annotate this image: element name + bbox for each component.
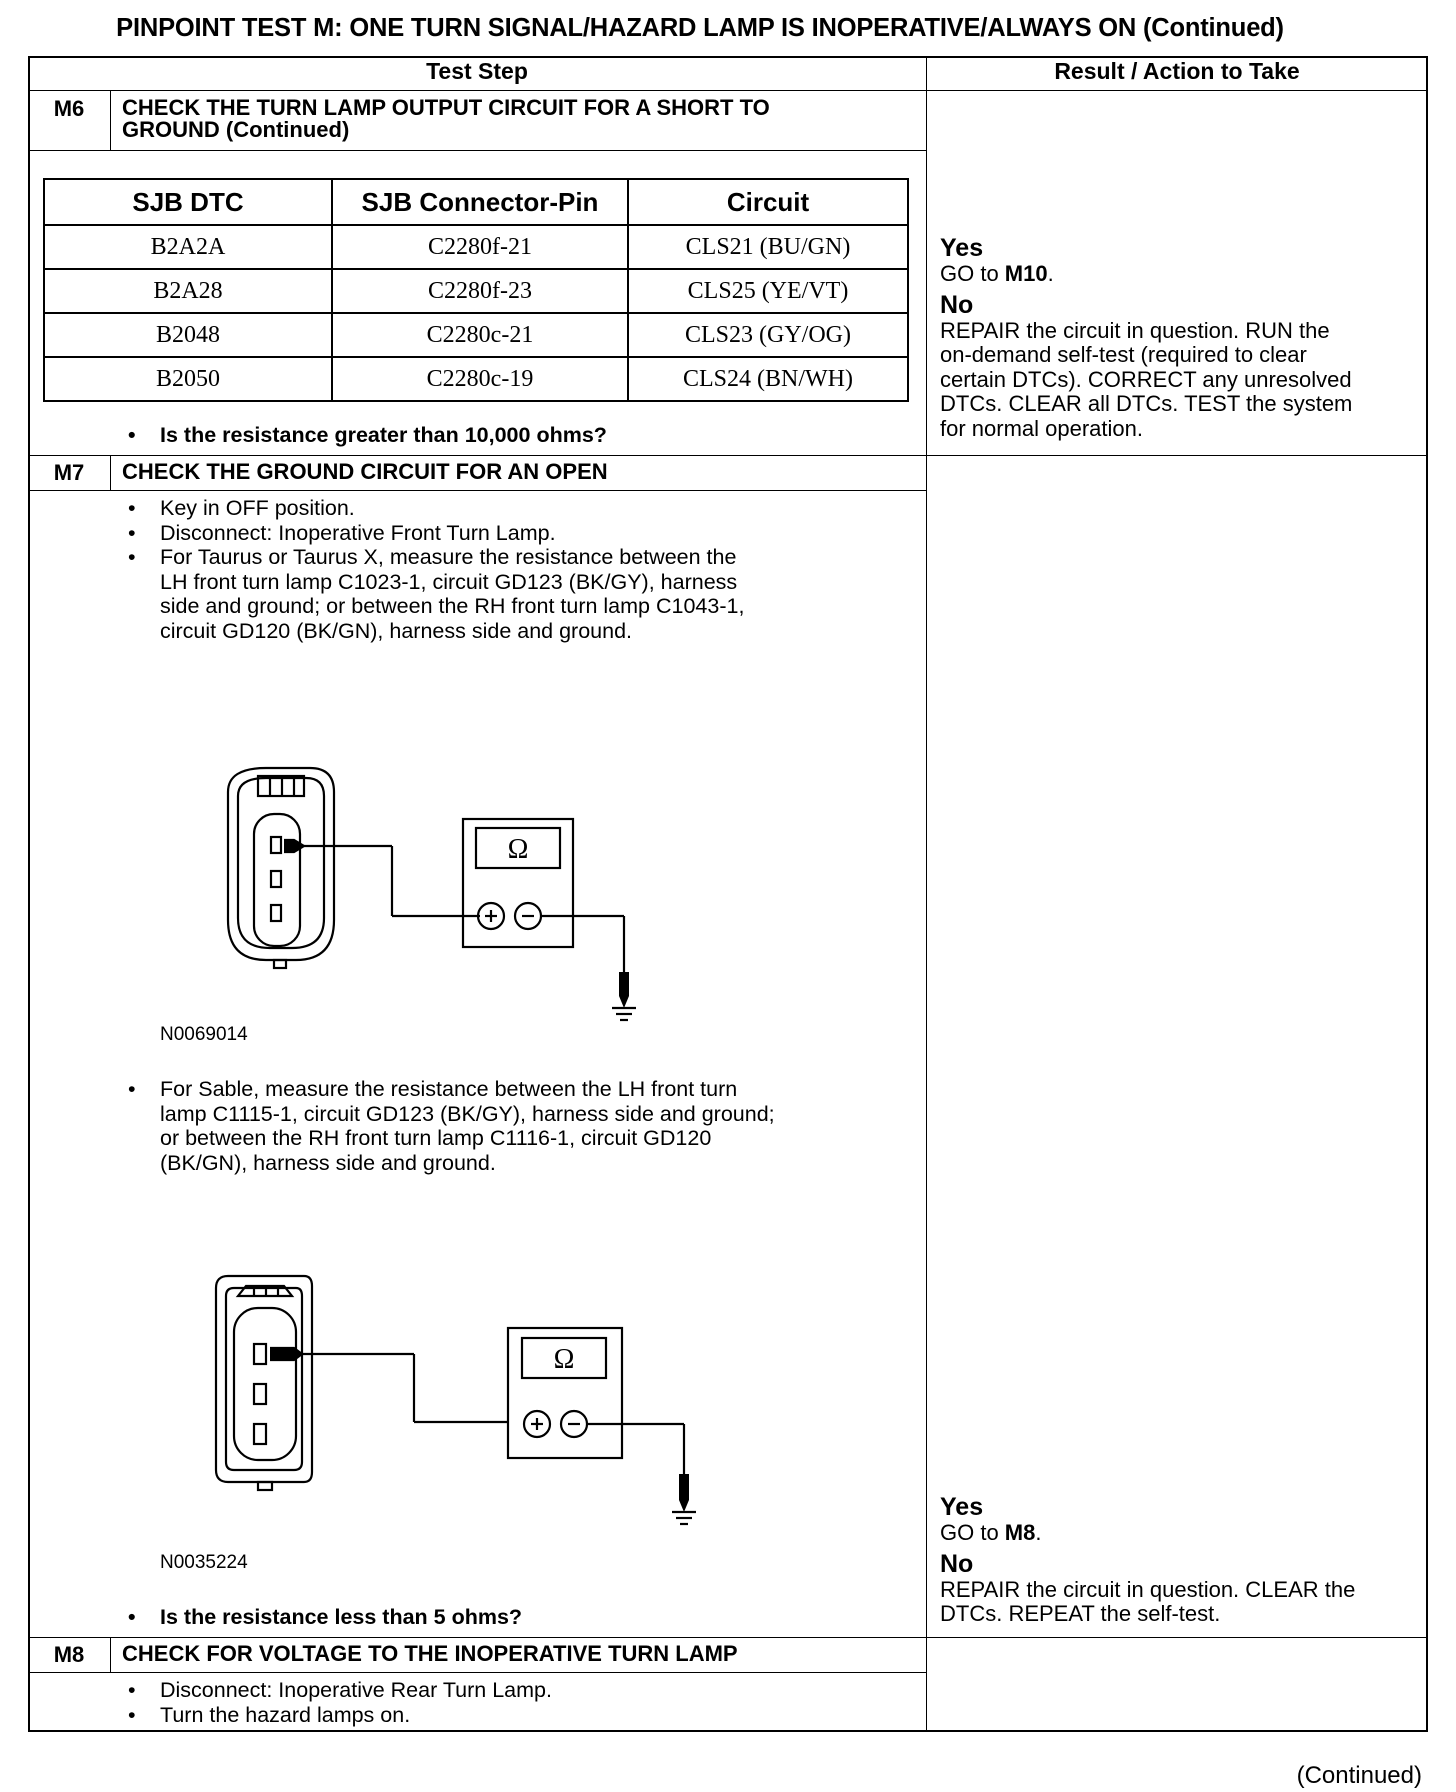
table-cell: CLS25 (YE/VT) xyxy=(628,269,908,313)
bullet-dot: • xyxy=(128,1678,136,1702)
bullet-line: or between the RH front turn lamp C1116-1, circuit GD120 xyxy=(160,1126,712,1151)
m8-id-divider xyxy=(110,1637,111,1672)
m7-bullets-a xyxy=(128,496,745,644)
list-item xyxy=(128,1077,775,1175)
m6-yes-suffix: . xyxy=(1047,261,1054,286)
m7-yes-target: M8 xyxy=(1004,1520,1036,1545)
m7-title-divider xyxy=(28,490,926,491)
m7-no-line: DTCs. REPEAT the self-test. xyxy=(940,1601,1221,1627)
table-cell: B2A28 xyxy=(44,269,332,313)
step-id-m8: M8 xyxy=(53,1642,85,1667)
continued-footer: (Continued) xyxy=(1296,1762,1422,1789)
m7-id-divider xyxy=(110,455,111,490)
page-title: PINPOINT TEST M: ONE TURN SIGNAL/HAZARD LAMP IS INOPERATIVE/ALWAYS ON (Continued) xyxy=(116,14,1284,42)
bullet-dot: • xyxy=(128,1605,136,1629)
list-item xyxy=(128,545,745,643)
bullet-line: Disconnect: Inoperative Rear Turn Lamp. xyxy=(160,1678,552,1702)
column-header-result: Result / Action to Take xyxy=(1054,58,1300,84)
table-cell: CLS21 (BU/GN) xyxy=(628,225,908,269)
ohm-symbol: Ω xyxy=(553,1344,575,1375)
table-cell: C2280f-21 xyxy=(332,225,628,269)
m7-yes-action xyxy=(940,1521,1355,1546)
dtc-table-header-cell: SJB DTC xyxy=(44,179,332,225)
list-item xyxy=(128,496,744,521)
list-item xyxy=(128,1702,552,1728)
bullet-line: LH front turn lamp C1023-1, circuit GD123 (BK/GY), harness xyxy=(160,569,738,594)
m6-question-text: Is the resistance greater than 10,000 ohms? xyxy=(160,423,607,447)
table-cell: C2280c-19 xyxy=(332,357,628,401)
table-row xyxy=(44,357,908,401)
m6-id-divider xyxy=(110,90,111,150)
connector-test-diagram-2 xyxy=(208,1272,708,1532)
m8-bullets xyxy=(128,1678,552,1727)
table-cell: B2050 xyxy=(44,357,332,401)
bullet-line: Disconnect: Inoperative Front Turn Lamp. xyxy=(160,520,556,545)
dtc-table xyxy=(43,178,909,402)
m6-no-line: for normal operation. xyxy=(940,415,1143,441)
dtc-table-header-cell: SJB Connector-Pin xyxy=(332,179,628,225)
connector-test-diagram-1 xyxy=(226,764,646,1034)
bullet-dot: • xyxy=(128,545,136,570)
table-row xyxy=(44,313,908,357)
bullet-line: circuit GD120 (BK/GN), harness side and ground. xyxy=(160,618,633,643)
bullet-line: For Sable, measure the resistance between the LH front turn xyxy=(160,1077,738,1101)
m8-title-divider xyxy=(28,1672,926,1673)
m7-yes-suffix: . xyxy=(1035,1520,1042,1545)
step-id-m6: M6 xyxy=(53,96,85,121)
m6-no-line: certain DTCs). CORRECT any unresolved xyxy=(940,366,1352,392)
figure-1-id: N0069014 xyxy=(160,1024,248,1045)
table-cell: CLS23 (GY/OG) xyxy=(628,313,908,357)
m6-no-line: REPAIR the circuit in question. RUN the xyxy=(940,317,1330,343)
step-title-m8: CHECK FOR VOLTAGE TO THE INOPERATIVE TURN LAMP xyxy=(122,1641,738,1666)
m7-question xyxy=(128,1605,523,1630)
dtc-table-header-cell: Circuit xyxy=(628,179,908,225)
column-divider xyxy=(926,56,927,1732)
m6-yes-action xyxy=(940,262,1352,287)
table-cell: B2048 xyxy=(44,313,332,357)
bullet-line: Turn the hazard lamps on. xyxy=(160,1702,411,1727)
bullet-line: Key in OFF position. xyxy=(160,496,355,520)
table-cell: C2280f-23 xyxy=(332,269,628,313)
bullet-dot: • xyxy=(128,496,136,520)
list-item xyxy=(128,1678,552,1703)
table-row xyxy=(44,225,908,269)
m6-no-line: DTCs. CLEAR all DTCs. TEST the system xyxy=(940,391,1353,417)
m7-result xyxy=(940,1493,1355,1627)
table-cell: C2280c-21 xyxy=(332,313,628,357)
m7-yes-prefix: GO to xyxy=(940,1520,1005,1545)
m6-no-label: No xyxy=(940,290,974,319)
bullet-line: For Taurus or Taurus X, measure the resistance between the xyxy=(160,545,737,570)
m6-yes-target: M10 xyxy=(1004,261,1048,286)
table-row xyxy=(44,269,908,313)
m7-no-label: No xyxy=(940,1549,974,1578)
m6-result xyxy=(940,234,1352,442)
bullet-dot: • xyxy=(128,1077,136,1101)
step-title-m6-line1: CHECK THE TURN LAMP OUTPUT CIRCUIT FOR A SHORT TO xyxy=(122,95,770,120)
m7-m8-divider xyxy=(28,1637,1428,1638)
table-cell: CLS24 (BN/WH) xyxy=(628,357,908,401)
m6-no-line: on-demand self-test (required to clear xyxy=(940,342,1307,368)
m7-bullets-b xyxy=(128,1077,775,1175)
m7-no-line: REPAIR the circuit in question. CLEAR the xyxy=(940,1576,1356,1602)
m6-m7-divider xyxy=(28,455,1428,456)
header-divider xyxy=(28,90,1428,91)
bullet-line: side and ground; or between the RH front turn lamp C1043-1, xyxy=(160,594,745,619)
m6-yes-prefix: GO to xyxy=(940,261,1005,286)
bullet-line: (BK/GN), harness side and ground. xyxy=(160,1150,496,1175)
m6-question xyxy=(128,423,607,448)
figure-2-id: N0035224 xyxy=(160,1552,248,1573)
bullet-line: lamp C1115-1, circuit GD123 (BK/GY), harness side and ground; xyxy=(160,1101,775,1126)
column-header-test-step: Test Step xyxy=(426,58,528,84)
m6-yes-label: Yes xyxy=(940,234,984,262)
bullet-dot: • xyxy=(128,1702,136,1727)
m7-question-text: Is the resistance less than 5 ohms? xyxy=(160,1605,523,1629)
step-id-m7: M7 xyxy=(53,460,85,485)
step-title-m6 xyxy=(122,96,770,142)
table-cell: B2A2A xyxy=(44,225,332,269)
list-item xyxy=(128,520,744,546)
bullet-dot: • xyxy=(128,423,136,447)
m7-yes-label: Yes xyxy=(940,1493,984,1521)
step-title-m6-line2: GROUND (Continued) xyxy=(122,117,350,142)
step-title-m7: CHECK THE GROUND CIRCUIT FOR AN OPEN xyxy=(122,459,608,484)
m6-title-divider xyxy=(28,150,926,151)
ohm-symbol: Ω xyxy=(507,834,529,865)
bullet-dot: • xyxy=(128,520,136,545)
